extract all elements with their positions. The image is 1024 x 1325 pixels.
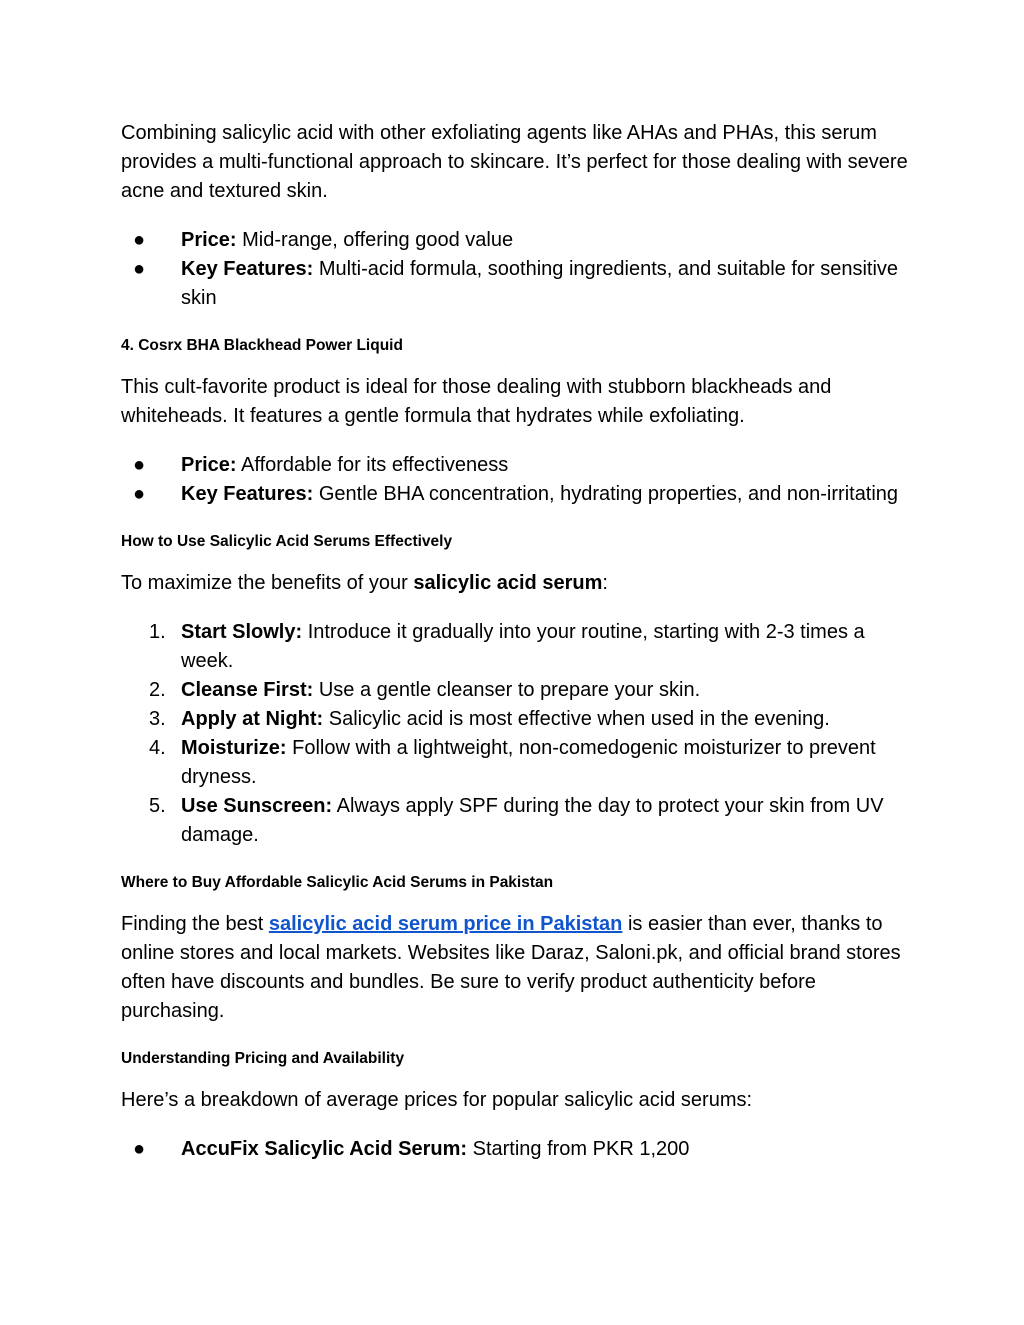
list-item	[121, 451, 911, 480]
list-item-label: Key Features:	[181, 258, 314, 280]
heading-cosrx: 4. Cosrx BHA Blackhead Power Liquid	[121, 337, 403, 354]
step-label: Moisturize:	[181, 737, 287, 759]
usage-steps-list	[121, 618, 911, 850]
list-item	[121, 480, 911, 509]
list-item	[121, 255, 911, 313]
how-to-intro-bold: salicylic acid serum	[413, 572, 603, 594]
step-label: Cleanse First:	[181, 679, 314, 701]
how-to-intro-paragraph	[121, 569, 911, 598]
prices-list	[121, 1135, 911, 1164]
cosrx-paragraph: This cult-favorite product is ideal for those dealing with stubborn blackheads and whiteheads. It features a gentle formula that hydrates while exfoliating.	[121, 376, 832, 427]
list-item-text: Multi-acid formula, soothing ingredients, and suitable for sensitive skin	[181, 258, 899, 309]
bullet-icon: ●	[133, 1138, 146, 1160]
list-item-text: Gentle BHA concentration, hydrating properties, and non-irritating	[313, 483, 899, 505]
step-text: Use a gentle cleanser to prepare your skin.	[313, 679, 701, 701]
features-list-2	[121, 451, 911, 509]
bullet-icon: ●	[133, 454, 146, 476]
intro-paragraph: Combining salicylic acid with other exfoliating agents like AHAs and PHAs, this serum provides a multi-functional approach to skincare. It’s perfect for those dealing with severe acne and textured skin.	[121, 122, 908, 202]
how-to-intro-text: To maximize the benefits of your	[121, 572, 414, 594]
step-item	[121, 618, 911, 676]
heading-pricing: Understanding Pricing and Availability	[121, 1050, 405, 1067]
step-item	[121, 676, 911, 705]
step-number: 5.	[149, 795, 166, 817]
list-item-text: Starting from PKR 1,200	[467, 1138, 690, 1160]
features-list-1	[121, 226, 911, 313]
heading-where-to-buy: Where to Buy Affordable Salicylic Acid Serums in Pakistan	[121, 874, 554, 891]
step-item	[121, 734, 911, 792]
step-number: 2.	[149, 679, 166, 701]
list-item-label: Price:	[181, 229, 237, 251]
list-item	[121, 1135, 911, 1164]
price-in-pakistan-link[interactable]: salicylic acid serum price in Pakistan	[268, 913, 623, 935]
list-item-text: Affordable for its effectiveness	[236, 454, 509, 476]
document-page	[121, 119, 911, 1164]
step-label: Apply at Night:	[181, 708, 324, 730]
pricing-intro-paragraph: Here’s a breakdown of average prices for popular salicylic acid serums:	[121, 1089, 753, 1111]
list-item-label: Price:	[181, 454, 237, 476]
heading-how-to-use: How to Use Salicylic Acid Serums Effectively	[121, 533, 453, 550]
bullet-icon: ●	[133, 483, 146, 505]
step-item	[121, 792, 911, 850]
step-item	[121, 705, 911, 734]
where-text-suffix: is easier than ever, thanks to online stores and local markets. Websites like Daraz, Saloni.pk, and official brand stores often have discounts and bundles. Be sure to verify product authenticity before purchasing.	[121, 913, 901, 1022]
step-number: 3.	[149, 708, 166, 730]
bullet-icon: ●	[133, 258, 146, 280]
list-item-label: AccuFix Salicylic Acid Serum:	[181, 1138, 468, 1160]
list-item-text: Mid-range, offering good value	[236, 229, 514, 251]
step-label: Use Sunscreen:	[181, 795, 333, 817]
list-item	[121, 226, 911, 255]
step-number: 4.	[149, 737, 166, 759]
step-label: Start Slowly:	[181, 621, 303, 643]
step-text: Introduce it gradually into your routine, starting with 2-3 times a week.	[181, 621, 865, 672]
list-item-label: Key Features:	[181, 483, 314, 505]
step-number: 1.	[149, 621, 166, 643]
bullet-icon: ●	[133, 229, 146, 251]
step-text: Salicylic acid is most effective when used in the evening.	[323, 708, 830, 730]
how-to-intro-suffix: :	[602, 572, 608, 594]
where-to-buy-paragraph	[121, 910, 911, 1026]
step-text: Always apply SPF during the day to protect your skin from UV damage.	[181, 795, 884, 846]
step-text: Follow with a lightweight, non-comedogenic moisturizer to prevent dryness.	[181, 737, 876, 788]
where-text-prefix: Finding the best	[121, 913, 269, 935]
